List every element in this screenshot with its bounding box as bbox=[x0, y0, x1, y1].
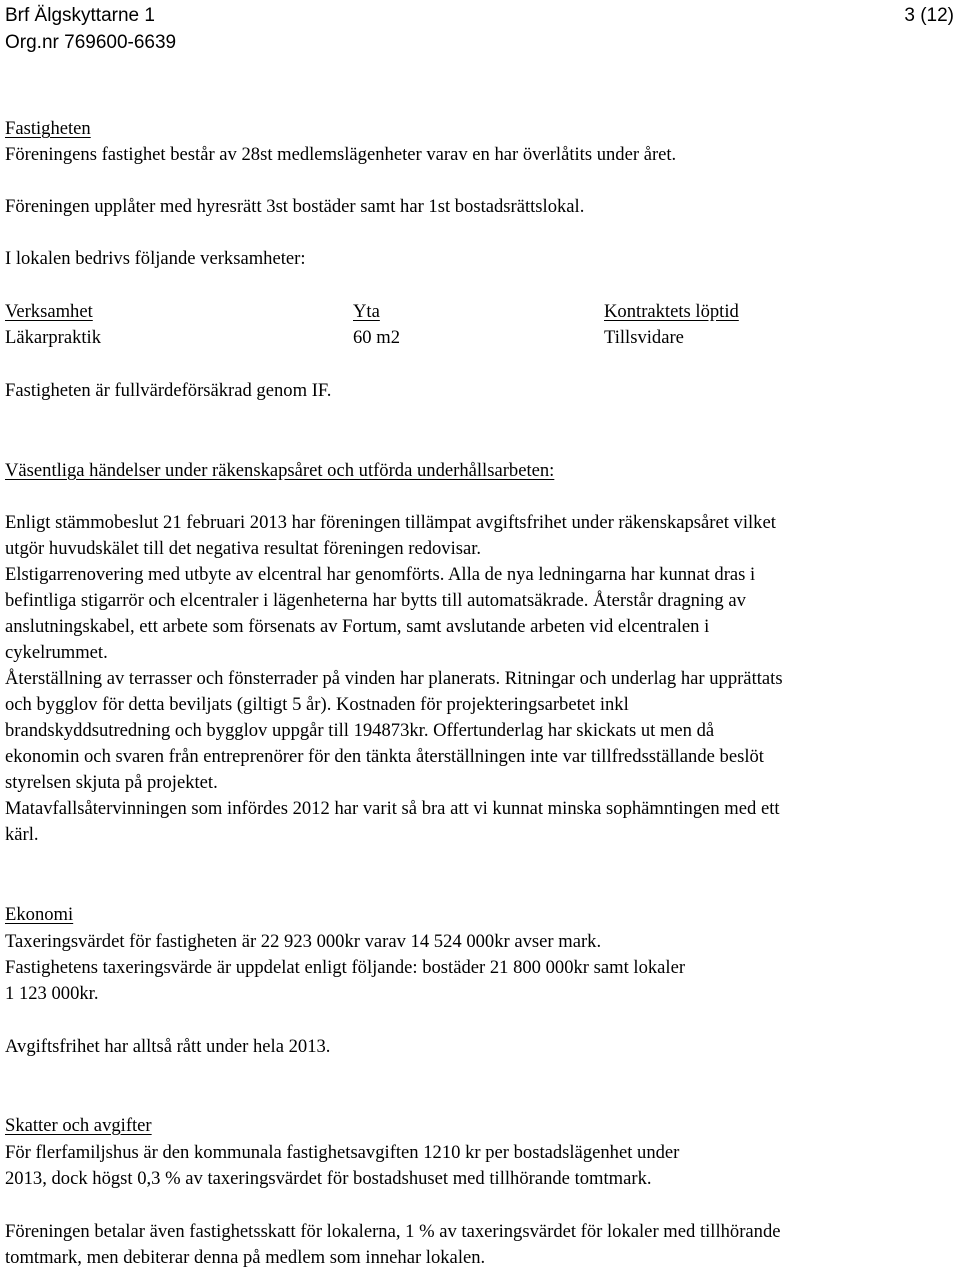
table-header-verksamhet: Verksamhet bbox=[5, 301, 93, 322]
text-line: Taxeringsvärdet för fastigheten är 22 923 000kr varav 14 524 000kr avser mark. bbox=[5, 931, 602, 952]
section-heading-skatter: Skatter och avgifter bbox=[5, 1115, 152, 1136]
section-heading-handelser: Väsentliga händelser under räkenskapsåret och utförda underhållsarbeten: bbox=[5, 460, 555, 481]
fastigheten-paragraph-4: Fastigheten är fullvärdeförsäkrad genom IF. bbox=[5, 380, 332, 401]
table-header-yta: Yta bbox=[353, 301, 380, 322]
text-line: ekonomin och svaren från entreprenörer för den tänkta återställningen inte var tillfredsställande beslöt bbox=[5, 746, 764, 767]
page-number: 3 (12) bbox=[904, 5, 954, 26]
table-header-lopt: Kontraktets löptid bbox=[604, 301, 739, 322]
table-cell: 60 m2 bbox=[353, 327, 401, 348]
org-name: Brf Älgskyttarne 1 bbox=[5, 5, 155, 26]
text-line: 2013, dock högst 0,3 % av taxeringsvärdet för bostadshuset med tillhörande tomtmark. bbox=[5, 1168, 652, 1189]
fastigheten-paragraph-3: I lokalen bedrivs följande verksamheter: bbox=[5, 248, 306, 269]
text-line: och bygglov för detta beviljats (giltigt 5 år). Kostnaden för projekteringsarbetet inkl bbox=[5, 694, 629, 715]
text-line: Föreningen betalar även fastighetsskatt för lokalerna, 1 % av taxeringsvärdet för lokaler med tillhörande bbox=[5, 1221, 781, 1242]
text-line: Matavfallsåtervinningen som infördes 2012 har varit så bra att vi kunnat minska sophämntingen med ett bbox=[5, 798, 780, 819]
text-line: styrelsen skjuta på projektet. bbox=[5, 772, 218, 793]
text-line: Elstigarrenovering med utbyte av elcentral har genomförts. Alla de nya ledningarna har kunnat dras i bbox=[5, 564, 756, 585]
text-line: Återställning av terrasser och fönsterrader på vinden har planerats. Ritningar och underlag har upprättats bbox=[5, 668, 783, 689]
text-line: För flerfamiljshus är den kommunala fastighetsavgiften 1210 kr per bostadslägenhet under bbox=[5, 1142, 680, 1163]
section-heading-fastigheten: Fastigheten bbox=[5, 118, 91, 139]
org-number: Org.nr 769600-6639 bbox=[5, 32, 177, 53]
text-line: tomtmark, men debiterar denna på medlem som innehar lokalen. bbox=[5, 1247, 486, 1268]
text-line: brandskyddsutredning och bygglov uppgår till 194873kr. Offertunderlag har skickats ut men då bbox=[5, 720, 715, 741]
text-line: kärl. bbox=[5, 824, 39, 845]
ekonomi-paragraph-2: Avgiftsfrihet har alltså rått under hela 2013. bbox=[5, 1036, 331, 1057]
table-cell: Läkarpraktik bbox=[5, 327, 102, 348]
text-line: utgör huvudskälet till det negativa resultat föreningen redovisar. bbox=[5, 538, 482, 559]
text-line: befintliga stigarrör och elcentraler i lägenheterna har bytts till automatsäkrade. Återstår dragning av bbox=[5, 590, 746, 611]
section-heading-ekonomi: Ekonomi bbox=[5, 904, 74, 925]
text-line: Enligt stämmobeslut 21 februari 2013 har föreningen tillämpat avgiftsfrihet under räkenskapsåret vilket bbox=[5, 512, 776, 533]
text-line: anslutningskabel, ett arbete som försenats av Fortum, samt avslutande arbeten vid elcentralen i bbox=[5, 616, 710, 637]
text-line: cykelrummet. bbox=[5, 642, 108, 663]
text-line: 1 123 000kr. bbox=[5, 983, 99, 1004]
fastigheten-paragraph-2: Föreningen upplåter med hyresrätt 3st bostäder samt har 1st bostadsrättslokal. bbox=[5, 196, 585, 217]
fastigheten-paragraph-1: Föreningens fastighet består av 28st medlemslägenheter varav en har överlåtits under året. bbox=[5, 144, 677, 165]
text-line: Fastighetens taxeringsvärde är uppdelat enligt följande: bostäder 21 800 000kr samt lokaler bbox=[5, 957, 686, 978]
table-cell: Tillsvidare bbox=[604, 327, 684, 348]
